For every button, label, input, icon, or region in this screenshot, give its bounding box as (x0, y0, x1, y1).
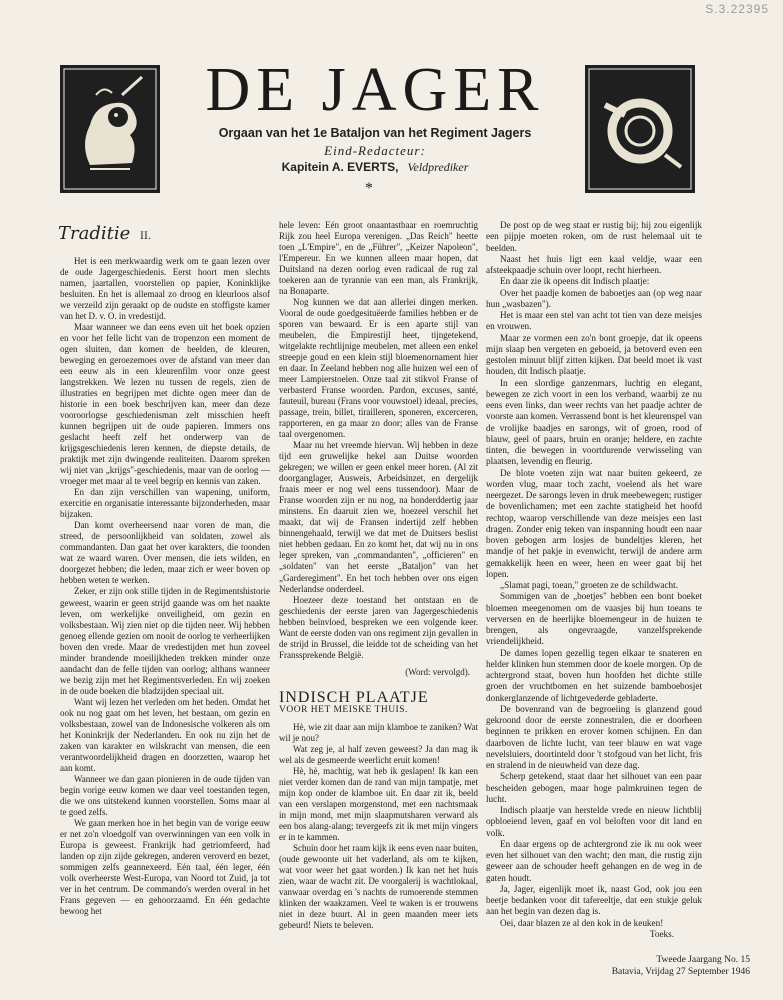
horn-woodcut-image (585, 65, 695, 193)
article-paragraph: Indisch plaatje van herstelde vrede en nieuw lichtblij opbloeiend leven, gaaf en vol beloften voor dit land en volk. (486, 805, 702, 838)
article-paragraph: En dan zijn verschillen van wapening, uniform, exercitie en organisatie interessante bijzonderheden, maar bijzaken. (60, 487, 270, 520)
article-paragraph: hele leven: Eén groot onaantastbaar en roemruchtig Rijk zou heel Europa verenigen. „Das Reich" heette toen „L'Empire", en de „Führer", „Keizer Napoleon", l'Empereur. En we kunnen alleen maar hopen, dat Duitsland na dezen oorlog even radicaal de rug zal toekeren aan de tyrannie van een man, als Frankrijk, na Bonaparte. (279, 220, 478, 297)
article-paragraph: De blote voeten zijn wat naar buiten gekeerd, ze worden vlug, maar toch zacht, voelend als het ware neergezet. De sarongs leven in druk meebewegen; rustiger de bovenlichamen; met een zachte statigheid het hoofd rechtop, waarop verschillende van deze meisjes een last dragen. Zonder enig teken van inspanning houdt een naar boven gebogen arm losjes de bundeltjes kleren, het mandje of het pakje in evenwicht, terwijl de andere arm gemakkelijk heen en weer, heen en weer gaat bij het lopen. (486, 467, 702, 579)
column-1 (58, 223, 270, 917)
article-paragraph: Maar wanneer we dan eens even uit het boek opzien en voor het felle licht van de tropenzon een moment de ogen sluiten, dan komen de beelden, de kleuren, beweging en geroezemoes over de afstand van meer dan een eeuw als in een kleurenfilm voor onze geest langstrekken. We lezen nu tussen de regels, zien de illustraties en begrijpen met dichte ogen meer dan de historie in een boek beschrijven kan, meer dan deze vooroorlogse geschiedenisman zelt misschien heeft kunnen begrijpen uit de oude papieren. Immers ons geslacht heeft zelf het onderwerp van de krijgsgeschiedenis leren kennen, de diepste details, de praktijk met zijn dwingende realiteiten. Daarom spreken wij niet van „krijgs"-geschiedenis, maar van de oorlog — vroeger met maar al te veel begrip en kennis van zaken. (60, 322, 270, 487)
article-paragraph: Nog kunnen we dat aan allerlei dingen merken. Vooral de oude goedgesituëerde families hebben er de sporen van bewaard. Er is een aparte stijl van meubelen, die Empirestijl heet, tijngetekend, witgelakte rechtlijnige meubelen, met alleen een enkel streepje goud en een klein stijl bloemenornament hier en daar. In Zeeland hebben nog alle huizen wel een of meer Lampierstoelen. Onze taal zit stikvol Franse of verbasterd Franse woorden. Pardon, excuses, santé, fauteuil, bureau (Frans voor vouwstoel) ideaal, precies, passage, trein, billet, tirailleren, sponeren, excerceren, rapporteren, en ga maar zo door; alles van de Franse taal overgenomen. (279, 297, 478, 440)
issue-footer (560, 954, 750, 978)
article-paragraph: Maar nu het vreemde hiervan. Wij hebben in deze tijd een gruwelijke hekel aan Duitse woorden gekregen; we willen er geen enkel meer horen. (Al zit doorganglager, Ausweis, Arbeidsinzet, en dergelijk fraais meer er nog wel eens tussendoor). Maar de Franse woorden zijn er nu nog, na honderddertig jaar minstens. En daaruit zien we, hoezeel verschil het maakt, dat wij de Fransen indertijd zelf hebben binnengehaald, terwijl we dat met de Duitsers beslist niet hebben gedaan. En zo komt het, dat wij nu in ons leger spreken, van „commandanten", „officieren" en „soldaten" van het eerste „Bataljon" van het „Garderegiment". En het toch hebben over ons eigen Nederlandse onderdeel. (279, 440, 478, 594)
article-paragraph: We gaan merken hoe in het begin van de vorige eeuw er net zo'n vloedgolf van overwinningen van een volk in Europa is geweest. Frankrijk had getriomfeerd, had landen op zijn zijde gekregen, anderen veroverd en bezet, sommigen zelfs geannexeerd. Eén taal, één leger, één volk overheerste West-Europa, van Noord tot Zuid, ja tot ver in het centrum. De commando's werden overal in het Frans gegeven — en gehoorzaamd. En één gedachte bewoog het (60, 817, 270, 916)
editor-role: Veldprediker (407, 160, 469, 174)
article-paragraph: De bovenrand van de begroeiing is glanzend goud gekroond door de eerste zonnestralen, die er doorheen beginnen te prikken en erover komen schijnen. En dan daarboven de lichte lucht, van teer blauw en wat vage nevelsluiers, doortinteld door 't stofgoud van het licht, fris en stralend in de nieuwheid van deze dag. (486, 703, 702, 770)
article-paragraph: Scherp getekend, staat daar het silhouet van een paar bescheiden gebogen, maar hoge palmkruinen tegen de lucht. (486, 771, 702, 804)
editor-label: Eind-Redacteur: (324, 143, 426, 158)
article-paragraph: En daar zie ik opeens dit Indisch plaatje: (500, 276, 650, 287)
lion-emblem-icon (60, 65, 160, 193)
article-paragraph: Wanneer we dan gaan pionieren in de oude tijden van begin vorige eeuw komen we daar veel toestanden tegen, die we ons uitstekend kunnen voorstellen. Soms maar al te goed zelfs. (60, 773, 270, 817)
article-paragraph: De dames lopen gezellig tegen elkaar te snateren en helder klinken hun stemmen door de koele morgen. Op de achtergrond staat, boven hun hoofden het dichte stille groen der vruchtbomen en het suizende bamboebosjet donkerglanzende of lichtgevederde gebladerte. (486, 647, 702, 703)
article-paragraph: Hè, wie zit daar aan mijn klamboe te zaniken? Wat wil je nou? (279, 721, 478, 743)
article-paragraph: Dan komt overheersend naar voren de man, die streed, de persoonlijkheid van soldaten, zowel als commandanten. Dan gaat het over karakters, die toonden wat ze waard waren. Over mensen, die iets wilden, en doorgezet hebben; die leden, maar zich er weer boven op hebben weten te werken. (60, 520, 270, 586)
article-paragraph: Naast het huis ligt een kaal veldje, waar een afsteekpaadje schuin over loopt, recht hierheen. (486, 253, 702, 275)
catalog-stamp: S.3.22395 (705, 2, 769, 16)
article2-subtitle: VOOR HET MEISKE THUIS. (279, 704, 408, 715)
article-paragraph: Het is maar een stel van acht tot tien van deze meisjes en vrouwen. (486, 310, 702, 332)
article-paragraph: Hoezeer deze toestand het ontstaan en de geschiedenis der eerste jaren van Jagergeschiedenis hebben beïnvloed, bespreken we een volgende keer. Want de eerste doden van ons regiment zijn gevallen in de strijd in Brussel, die leidde tot de scheiding van het Franssprekende België. (279, 594, 478, 660)
issue-place-date: Batavia, Vrijdag 27 September 1946 (611, 967, 750, 977)
article-paragraph: De post op de weg staat er rustig bij; hij zou eigenlijk een pijpje moeten roken, om de rust helemaal uit te beelden. (486, 220, 702, 253)
article-paragraph: Het is een merkwaardig werk om te gaan lezen over de oude Jagergeschiedenis. Eerst hoort men slechts namen, jaartallen, voorstellen op papier, Koninklijke besluiten. En het is allemaal zo droog en kleurloos alsof we verzeild zijn geraakt op de oudste en stoffigste kamer van het D. v. O. in vredestijd. (60, 256, 270, 322)
article-paragraph: „Slamat pagi, toean," groeten ze de schildwacht. (500, 580, 678, 590)
article-paragraph: Hè, hè, machtig, wat heb ik geslapen! Ik kan een niet verder komen dan de rand van mijn tampatje, met mijn kop onder de klamboe uit. En daar zit ik, beeld van een verslapen morgenstond, met een nachtsmaak in mijn mond, met mijn slaapmutsharen verward als een bos alang-alang; tevergeefs zit ik met mijn vingers er in te kammen. (279, 765, 478, 842)
article-paragraph: Maar ze vormen een zo'n bont groepje, dat ik opeens mijn slaap ben vergeten en geboeid, ja betoverd even een gestolen minuut blijf zitten kijken. Dat beeld moet ik vast houden, dit Indisch plaatje. (486, 332, 702, 377)
article-heading-number: II. (140, 231, 152, 242)
ornament-star: * (365, 180, 373, 197)
article-paragraph: In een slordige ganzenmars, luchtig en elegant, bewegen ze zich voort in een los verband, waarbij ze nu eens even links, dan weer rechts van het paadje achter de voorste aan komen. Verrassend bont is het kleurenspel van de vrolijke baadjes en sarongs, wit of groen, rood of blauw, geel of paars, bruin en oranje; heldere, en zachte tinten, die bewegen in voortdurende verwisseling van plaatsen, levendig en fleurig. (486, 377, 702, 467)
hunting-horn-icon (585, 65, 695, 193)
lion-woodcut-image (60, 65, 160, 193)
column-3 (486, 220, 702, 940)
column-2 (279, 220, 478, 931)
article2-title: INDISCH PLAATJE (279, 688, 429, 706)
article-paragraph: Over het paadje komen de baboetjes aan (op weg naar hun „wasbazen"). (486, 287, 702, 309)
newspaper-title: DE JAGER (205, 56, 545, 124)
article-paragraph: Zeker, er zijn ook stille tijden in de Regimentshistorie geweest, waarin er geen strijd gaande was om het naakte leven, om werkelijke onveiligheid, om gezin en volksbestaan. Wij zien niet op die tijden neer. Wij hebben genoeg ellende gezien om nooit de oorlog te verheerlijken boven den vrede. Maar de vredestijden met hun zoveel minder brandende moeilijkheden trekken minder onze aandacht dan de felle tijden van oorlog; althans wanneer we bezig zijn met het Regimentsverleden. En wij zoeken in de oude boeken die bladzijden speciaal uit. (60, 586, 270, 696)
article-paragraph: Oei, daar blazen ze al den kok in de keuken! (500, 917, 664, 928)
article-paragraph: Want wij lezen het verleden om het heden. Omdat het ook nu nog gaat om het leven, het bestaan, om gezin en volksbestaan, zowel van de Indonesische volkeren als om het Koninkrijk der Nederlanden. En ook nu zijn het de zaken van karakter en wilskracht van mensen, die een verantwoordelijkheid dragen en doorzetten, waarop het aan komt. (60, 696, 270, 773)
editor-line (175, 160, 575, 175)
article-paragraph: Schuin door het raam kijk ik eens even naar buiten, (oude gewoonte uit het vaderland, als om te kijken, wat voor weer het gaat worden.) Ik kan net het huis zien, waar de wacht zit. De voorgalerij is wachtlokaal, vanwaar overdag en 's nachts de rumoerende stemmen klinken der waakzamen. Veel te waken is er trouwens niet in deze buurt. Al in geen maanden meer iets gebeurd! Niets te beleven. (279, 842, 478, 930)
article2-signature: Toeks. (649, 928, 674, 939)
article-paragraph: Ja, Jager, eigenlijk moet ik, naast God, ook jou een beetje bedanken voor dit tafereeltje, dat een stukje geluk aan het begin van dezen dag is. (486, 883, 702, 917)
article-paragraph: Wat zeg je, al half zeven geweest? Ja dan mag ik wel als de gesmeerde weerlicht eruit komen! (279, 743, 478, 765)
article-paragraph: En daar ergens op de achtergrond zie ik nu ook weer even het silhouet van den wacht; den man, die rustig zijn geweer aan de schouder heeft gehangen en de weg in de gaten houdt. (486, 838, 702, 883)
article-paragraph: Sommigen van de „boetjes" hebben een bont boeket bloemen meegenomen om de vaasjes bij hun toeans te verversen en de heerlijke bloemengeur in de huizen te brengen, als ongevraagde, vanzelfsprekende vriendelijkheid. (486, 591, 702, 647)
to-be-continued: (Word: vervolgd). (405, 666, 470, 677)
editor-name: Kapitein A. EVERTS, (281, 160, 399, 174)
article-heading-title: Traditie (58, 223, 131, 244)
issue-volume: Tweede Jaargang No. 15 (656, 955, 750, 965)
newspaper-subtitle: Orgaan van het 1e Bataljon van het Regiment Jagers (218, 126, 532, 140)
article-heading (58, 223, 270, 244)
masthead (175, 58, 575, 175)
